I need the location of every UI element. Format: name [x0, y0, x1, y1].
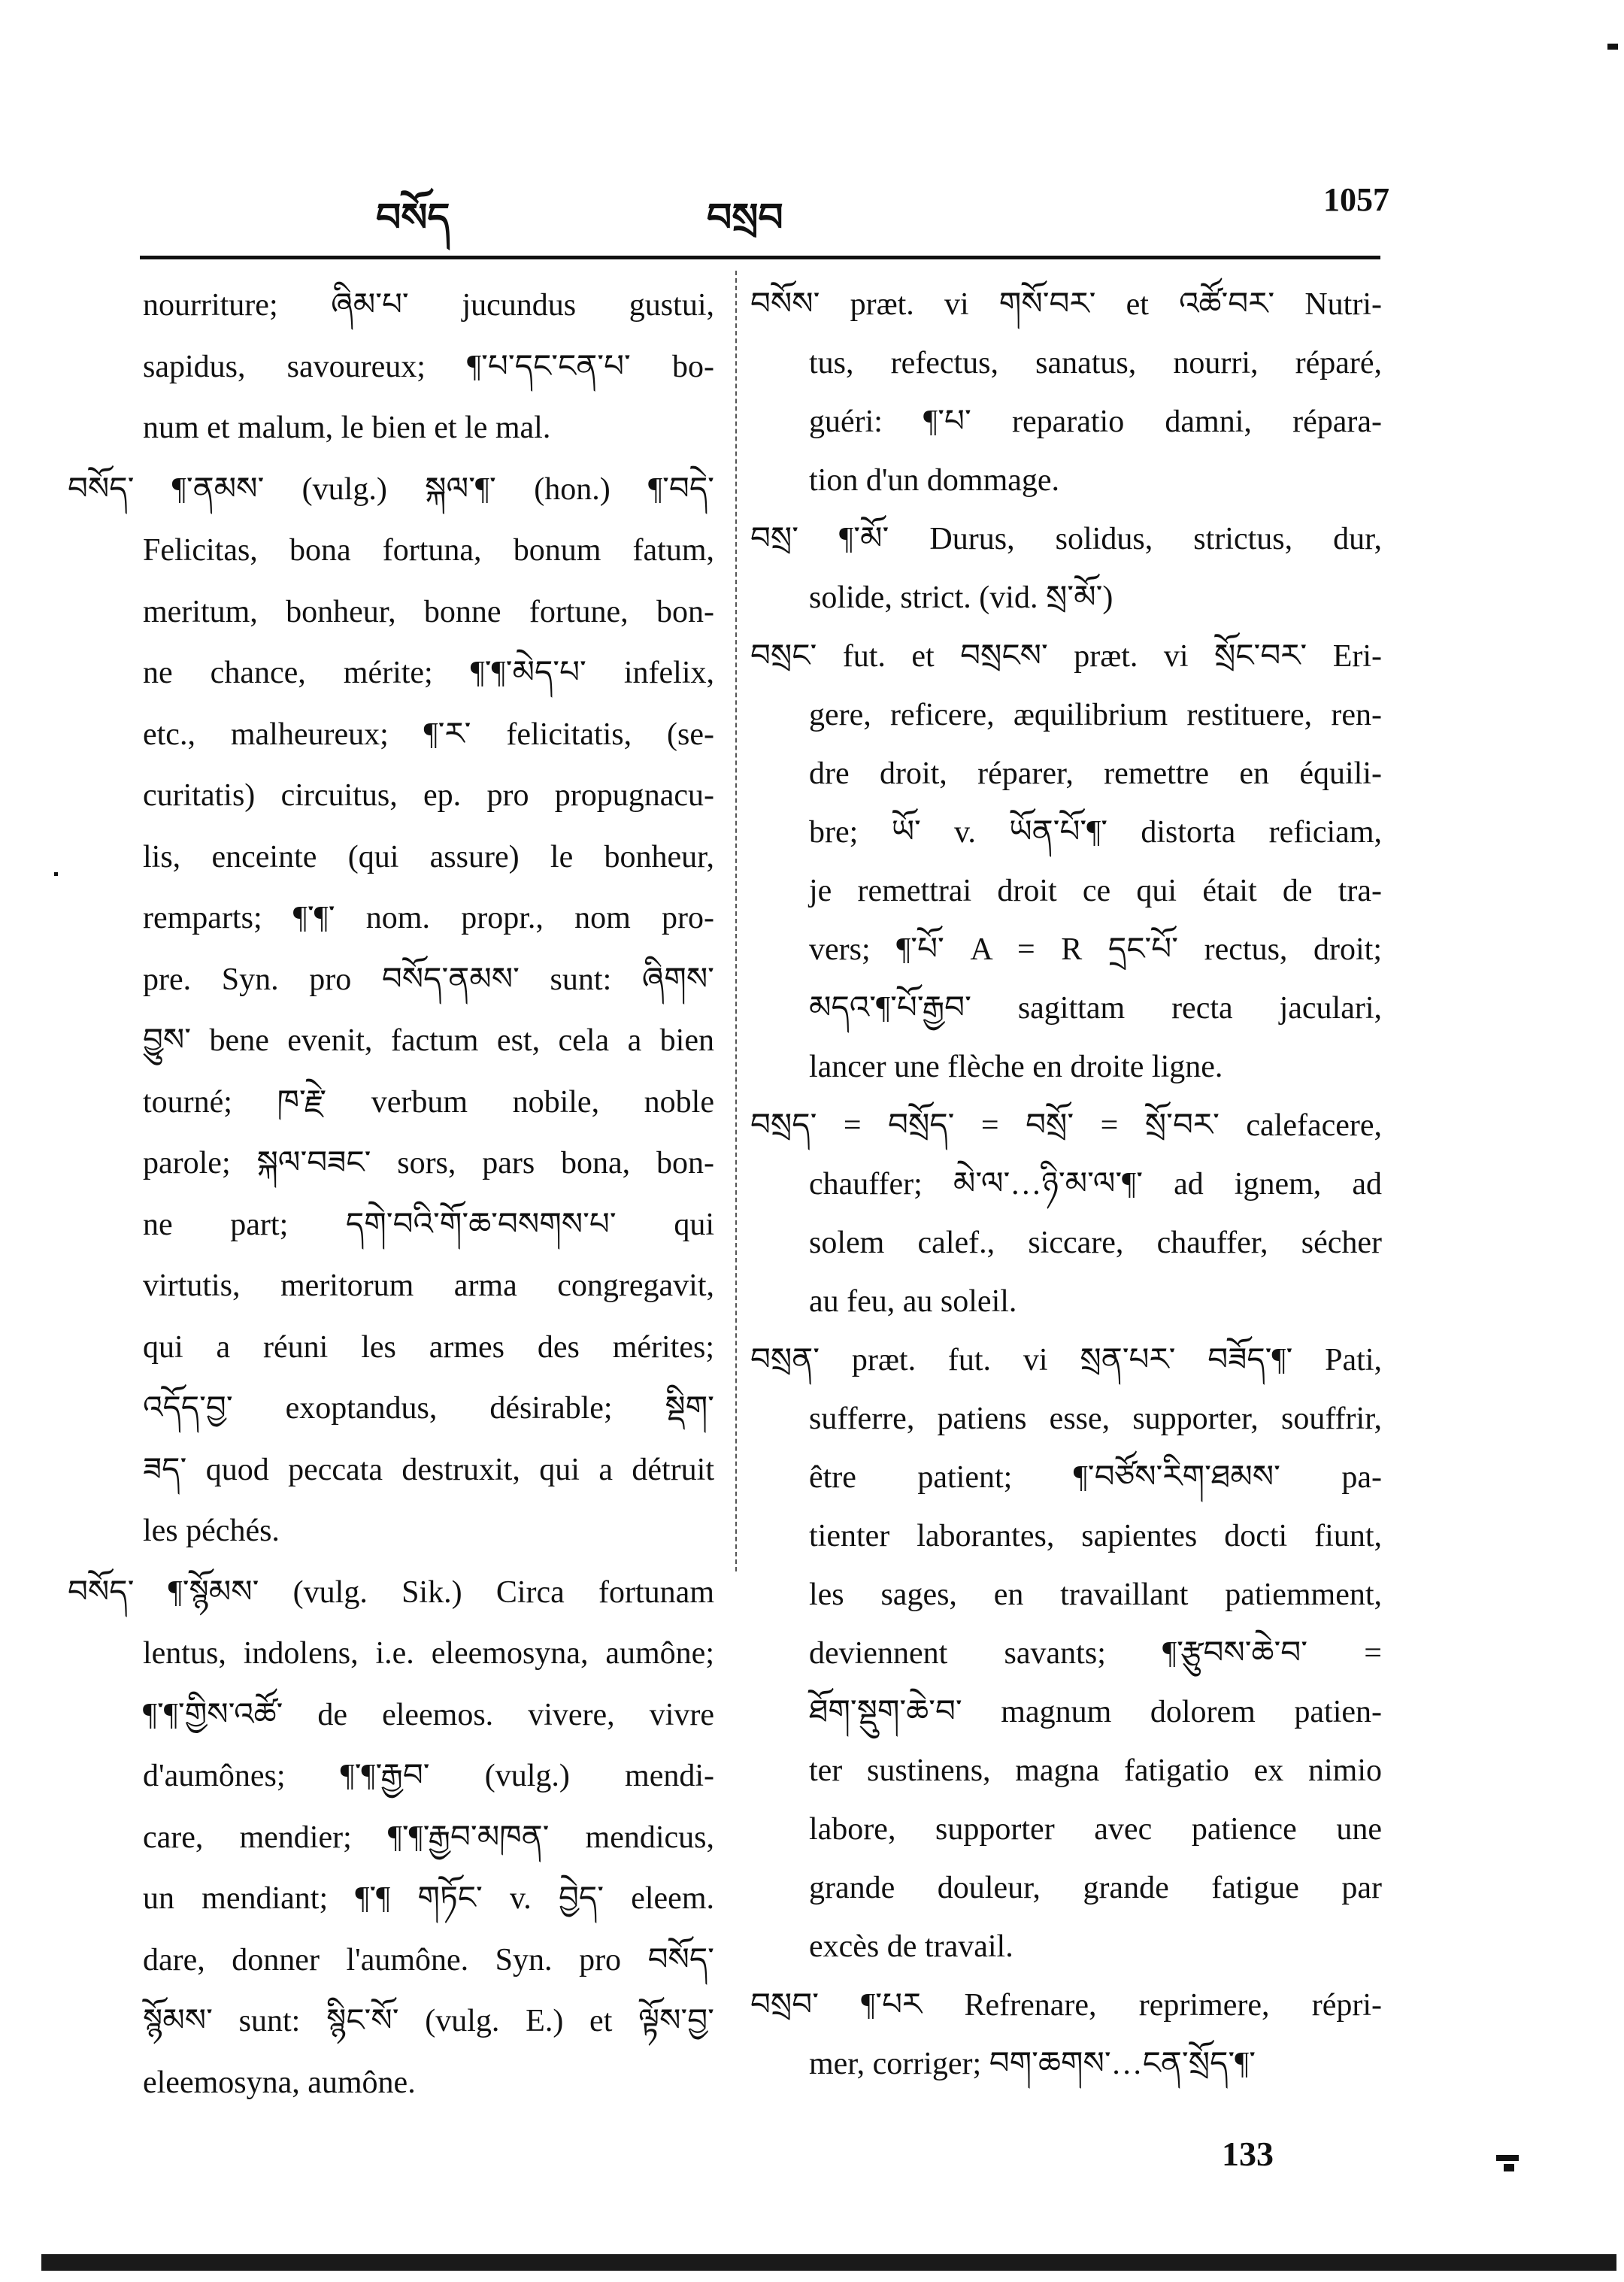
entry-headword-line: བསྲ་ ¶་མོ་ Durus, solidus, strictus, dur,: [750, 522, 1382, 556]
entry-text-line: un mendiant; ¶་¶ གཏོང་ v. བྱེད་ eleem.: [143, 1881, 714, 1916]
entry-text-line: labore, supporter avec patience une: [809, 1812, 1382, 1847]
header-rule: [140, 256, 1380, 259]
signature-number: 133: [1222, 2135, 1274, 2173]
entry-text-line: etc., malheureux; ¶་ར་ felicitatis, (se-: [143, 717, 714, 752]
entry-text-line: grande douleur, grande fatigue par: [809, 1871, 1382, 1905]
entry-text-line: chauffer; མེ་ལ་…ཉི་མ་ལ་¶་ ad ignem, ad: [809, 1167, 1382, 1202]
entry-headword-line: བསོད་ ¶་སྙོམས་ (vulg. Sik.) Circa fortunam: [68, 1574, 714, 1610]
entry-text-line: virtutis, meritorum arma congregavit,: [143, 1268, 714, 1303]
page-number: 1057: [1323, 181, 1389, 218]
entry-text-line: bre; ཡོ་ v. ཡོན་པོ་¶་ distorta reficiam,: [809, 815, 1382, 850]
entry-text-line: d'aumônes; ¶་¶་རྒྱབ་ (vulg.) mendi-: [143, 1759, 714, 1793]
entry-text-line: lentus, indolens, i.e. eleemosyna, aumône;: [143, 1636, 714, 1671]
right-column: [750, 275, 1382, 2093]
running-head-left: བསོད: [376, 197, 450, 240]
entry-text-line: pre. Syn. pro བསོད་ནམས་ sunt: ཞིགས་: [143, 962, 714, 997]
entry-text-line: tion d'un dommage.: [809, 463, 1060, 498]
entry-text-line: excès de travail.: [809, 1929, 1013, 1964]
entry-headword-line: བསོད་ ¶་ནམས་ (vulg.) སྐལ་¶་ (hon.) ¶་བདེ་: [68, 471, 714, 507]
entry-text-line: tienter laborantes, sapientes docti fiunt,: [809, 1519, 1382, 1553]
entry-text-line: ཟད་ quod peccata destruxit, qui a détruit: [143, 1452, 714, 1487]
entry-text-line: ¶་¶་གྱིས་འཚོ་ de eleemos. vivere, vivre: [143, 1697, 714, 1732]
entry-text-line: sapidus, savoureux; ¶་པ་དང་ངན་པ་ bo-: [143, 349, 714, 384]
entry-text-line: མདའ་¶་པོ་རྒྱབ་ sagittam recta jaculari,: [809, 991, 1382, 1026]
entry-text-line: les péchés.: [143, 1514, 280, 1548]
left-column: [68, 275, 714, 2114]
column-divider: [735, 271, 737, 1571]
scan-speck: [1504, 2164, 1514, 2171]
scan-speck: [54, 872, 58, 876]
entry-text-line: parole; སྐལ་བཟང་ sors, pars bona, bon-: [143, 1146, 714, 1180]
entry-headword-line: བསྲང་ fut. et བསྲངས་ præt. vi སྲོང་བར་ Eri-: [750, 639, 1382, 674]
running-head-right: བསྲབ: [707, 197, 783, 240]
entry-text-line: être patient; ¶་བཙོས་རིག་ཐམས་ pa-: [809, 1460, 1382, 1495]
entry-text-line: care, mendier; ¶་¶་རྒྱབ་མཁན་ mendicus,: [143, 1820, 714, 1855]
entry-text-line: vers; ¶་པོ་ A = R དྲང་པོ་ rectus, droit;: [809, 932, 1382, 967]
entry-text-line: deviennent savants; ¶་རྩུབས་ཆེ་བ་ =: [809, 1636, 1382, 1671]
entry-text-line: sufferre, patiens esse, supporter, souffrir,: [809, 1402, 1382, 1436]
entry-text-line: solem calef., siccare, chauffer, sécher: [809, 1226, 1382, 1260]
entry-text-line: ne part; དགེ་བའི་གོ་ཆ་བསགས་པ་ qui: [143, 1207, 714, 1242]
entry-text-line: lis, enceinte (qui assure) le bonheur,: [143, 839, 714, 874]
entry-text-line: འདོད་བྱ་ exoptandus, désirable; སྡིག་: [143, 1391, 714, 1426]
entry-text-line: num et malum, le bien et le mal.: [143, 411, 551, 445]
entry-headword-line: བསྲབ་ ¶་པར Refrenare, reprimere, répri-: [750, 1988, 1382, 2023]
entry-text-line: remparts; ¶་¶་ nom. propr., nom pro-: [143, 901, 714, 935]
entry-text-line: eleemosyna, aumône.: [143, 2065, 416, 2100]
entry-headword-line: བསྲན་ præt. fut. vi སྲན་པར་ བཟོད་¶་ Pati,: [750, 1343, 1382, 1377]
scan-speck: [1496, 2155, 1519, 2161]
entry-text-line: ne chance, mérite; ¶་¶་མེད་པ་ infelix,: [143, 656, 714, 690]
entry-text-line: lancer une flèche en droite ligne.: [809, 1050, 1223, 1084]
entry-text-line: tourné; ཁ་རྗེ་ verbum nobile, noble: [143, 1084, 714, 1120]
entry-text-line: solide, strict. (vid. སྲ་མོ་): [809, 580, 1113, 615]
entry-text-line: meritum, bonheur, bonne fortune, bon-: [143, 594, 714, 629]
scan-speck: [1607, 44, 1618, 50]
entry-text-line: dare, donner l'aumône. Syn. pro བསོད་: [143, 1942, 714, 1977]
entry-text-line: gere, reficere, æquilibrium restituere, ren-: [809, 698, 1382, 732]
entry-text-line: guéri: ¶་པ་ reparatio damni, répara-: [809, 405, 1382, 439]
entry-text-line: སྙོམས་ sunt: སྙིང་སོ་ (vulg. E.) et ལྟོས་བྱ་: [143, 2004, 714, 2038]
entry-text-line: tus, refectus, sanatus, nourri, réparé,: [809, 346, 1382, 380]
entry-text-line: au feu, au soleil.: [809, 1284, 1017, 1319]
entry-text-line: mer, corriger; བག་ཆགས་…ངན་སྲོད་¶་: [809, 2047, 1256, 2081]
entry-text-line: nourriture; ཞིམ་པ་ jucundus gustui,: [143, 288, 714, 323]
entry-text-line: བྱུས་ bene evenit, factum est, cela a bien: [143, 1023, 714, 1058]
entry-text-line: curitatis) circuitus, ep. pro propugnacu-: [143, 778, 714, 813]
entry-text-line: Felicitas, bona fortuna, bonum fatum,: [143, 533, 714, 568]
entry-text-line: ter sustinens, magna fatigatio ex nimio: [809, 1753, 1382, 1788]
entry-text-line: qui a réuni les armes des mérites;: [143, 1329, 714, 1365]
entry-headword-line: བསོས་ præt. vi གསོ་བར་ et འཚོ་བར་ Nutri-: [750, 287, 1382, 322]
entry-text-line: je remettrai droit ce qui était de tra-: [809, 874, 1382, 908]
entry-text-line: ཐོག་སྡུག་ཆེ་བ་ magnum dolorem patien-: [809, 1695, 1382, 1729]
entry-text-line: les sages, en travaillant patiemment,: [809, 1577, 1382, 1612]
entry-text-line: dre droit, réparer, remettre en équili-: [809, 756, 1382, 791]
entry-headword-line: བསྲད་ = བསྲོད་ = བསྲོ་ = སྲོ་བར་ calefacere,: [750, 1108, 1382, 1143]
scan-edge-bar: [41, 2254, 1616, 2271]
